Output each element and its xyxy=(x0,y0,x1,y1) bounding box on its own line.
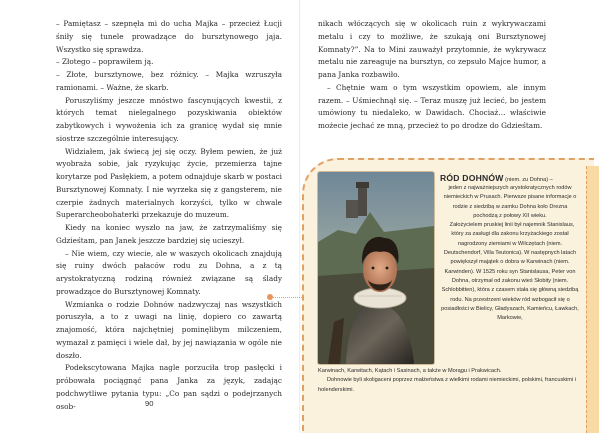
paragraph: nikach włóczących się w okolicach ruin z wykrywaczami metalu i czy to możliwe, że szukają oni Bursztynowej Komnaty?”. Na to Mini zauważył przytomnie, że wykrywacz metalu nie zareaguje na bursztyn, co zepsuło Majce humor, a pana Janka rozbawiło. xyxy=(318,19,546,79)
paragraph: Kiedy na koniec wyszło na jaw, że zatrzymaliśmy się Gdzieśtam, pan Janek jeszcze bardziej się ucieszył. xyxy=(56,223,282,245)
info-box-side-text xyxy=(440,184,580,323)
dohna-portrait-image xyxy=(318,172,434,364)
info-box-title: RÓD DOHNÓW xyxy=(440,173,504,183)
paragraph: Poruszyliśmy jeszcze mnóstwo fascynujących kwestii, z których temat nielegalnego pozyskiwania obiektów zabytkowych i wywożenia ich za granicę wydał się mnie siostrze szczególnie interesujący. xyxy=(56,95,282,143)
info-paragraph: jeden z najważniejszych arystokratycznych rodów niemieckich w Prusach. Pierwsze pisane informacje o rodzie z siedzibą w zamku Dohna koło Drezna pochodzą z połowy XII wieku. xyxy=(443,185,577,219)
reference-marker-dot xyxy=(267,294,273,300)
info-paragraph: Założycielem pruskiej linii był najemnik Stanislaus, który za zasługi dla zakonu krzyżackiego został nagrodzony ziemiami w Wilczętach (niem. Deutschendorf, Villa Teutonica). W następnych latach powiększył majątek o dobra w Karwinach (niem. Karwinden). W 1525 roku syn Stanislausa, Peter von Dohna, otrzymał od zakonu wieś Słobity (niem. Schlobbitten), która z czasem stała się główną siedzibą rodu. Na przestrzeni wieków ród wzbogacił się o posiadłości w Bielicy, Gładyszach, Kamieńcu, Ławkach, Markowie, xyxy=(441,222,579,322)
paragraph: – Pamiętasz – szepnęła mi do ucha Majka – przecież Łucji śniły się tunele prowadzące do bursztynowego jaja. Wszystko się sprawdza. xyxy=(56,19,282,54)
right-page-text xyxy=(318,18,546,133)
reference-connector-line xyxy=(270,297,302,298)
paragraph: – Chętnie wam o tym wszystkim opowiem, ale innym razem. – Uśmiechnął się. – Teraz muszę już lecieć, bo jestem umówiony tu niedaleko, w Dawidach. Chociaż… właściwie możecie jechać ze mną, przecież to po drodze do Gdzieśtam. xyxy=(318,82,546,130)
info-box-title-suffix: (niem. zu Dohna) – xyxy=(503,177,553,183)
portrait-painting xyxy=(318,172,434,364)
info-box-edge xyxy=(586,166,599,433)
info-paragraph: Dohnowie byli skoligaceni poprzez małżeństwa z wielkimi rodami niemieckimi, polskimi, francuskimi i holenderskimi. xyxy=(318,377,577,393)
paragraph: – Złotego – poprawiłem ją. xyxy=(56,57,154,67)
paragraph: Widziałem, jak świecą jej się oczy. Byłem pewien, że już wyobraża sobie, jak ryzykując życie, przemierza tajne korytarze pod Pasłękiem, a potem odnajduje skarb w postaci Bursztynowej Komnaty. I nie wyrzeka się z gangsterem, nie czerpie żadnych materialnych korzyści, tylko w chwale Superarcheobohaterki przekazuje do muzeum. xyxy=(56,146,282,220)
paragraph: – Nie wiem, czy wiecie, ale w waszych okolicach znajdują się ruiny dwóch pałaców rodu zu Dohna, a z tą arystokratyczną rodziną również związane są ślady prowadzące do Bursztynowej Komnaty. xyxy=(56,248,282,296)
left-page-text xyxy=(56,18,282,413)
paragraph: Wzmianka o rodzie Dohnów nadzwyczaj nas wszystkich poruszyła, a to z uwagi na linię, dopiero co zawartą znajomość, która najchętniej pominęlibym milczeniem, wymazał z pamięci i wiele dał, by jej nawiązania w ogóle nie doszło. xyxy=(56,299,282,360)
page-number: 90 xyxy=(145,399,154,408)
paragraph: Podekscytowana Majka nagle porzuciła trop pasłęcki i próbowała pociągnąć pana Janka za język, zadając podchwytliwe pytania typu: „Co pan sądzi o podejrzanych osob- xyxy=(56,363,282,411)
info-paragraph: Karwinach, Karwitach, Kątach i Sasinach, a także w Morągu i Prakwicach. xyxy=(318,368,502,374)
info-box-bottom-text xyxy=(318,367,582,395)
paragraph: – Złote, bursztynowe, bez różnicy. – Majka wzruszyła ramionami. – Ważne, że skarb. xyxy=(56,70,282,92)
book-gutter xyxy=(299,0,301,433)
